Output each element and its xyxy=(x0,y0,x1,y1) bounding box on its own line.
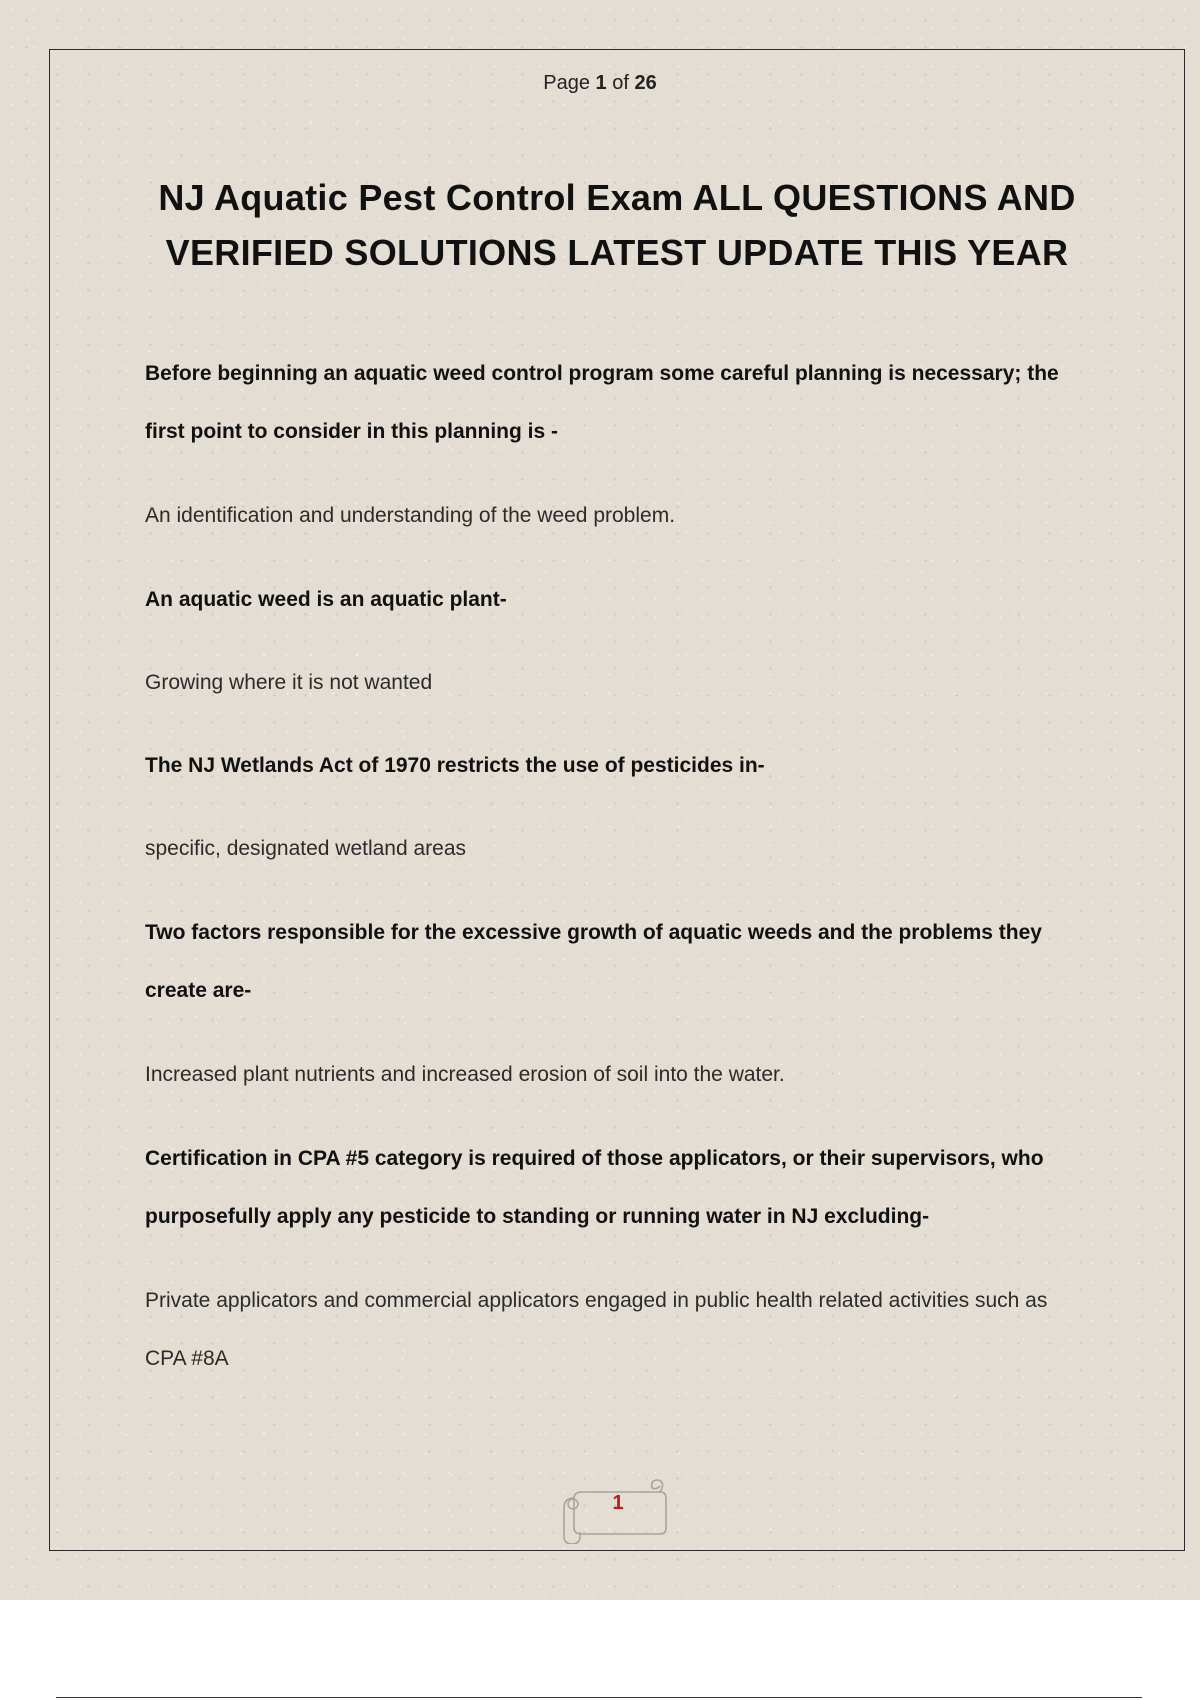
footer-page-number: 1 xyxy=(612,1492,624,1514)
question-1: Before beginning an aquatic weed control program some careful planning is necessary; the first point to consider in this planning is - xyxy=(145,362,1059,443)
question-2: An aquatic weed is an aquatic plant- xyxy=(145,588,507,611)
question-5: Certification in CPA #5 category is required of those applicators, or their supervisors, who purposefully apply any pesticide to standing or running water in NJ excluding- xyxy=(145,1147,1044,1228)
answer-3: specific, designated wetland areas xyxy=(145,837,467,860)
bottom-divider xyxy=(56,1697,1142,1698)
answer-1: An identification and understanding of the weed problem. xyxy=(145,504,676,527)
total-pages: 26 xyxy=(634,72,657,94)
question-4: Two factors responsible for the excessive growth of aquatic weeds and the problems they create are- xyxy=(145,921,1042,1002)
answer-2: Growing where it is not wanted xyxy=(145,671,433,694)
document-title: NJ Aquatic Pest Control Exam ALL QUESTIONS AND VERIFIED SOLUTIONS LATEST UPDATE THIS YEAR xyxy=(158,177,1076,273)
of-word: of xyxy=(612,72,629,94)
answer-5: Private applicators and commercial applicators engaged in public health related activities such as CPA #8A xyxy=(145,1289,1048,1370)
page-indicator xyxy=(0,72,1200,95)
answer-4: Increased plant nutrients and increased erosion of soil into the water. xyxy=(145,1063,785,1086)
current-page: 1 xyxy=(595,72,607,94)
page-word: Page xyxy=(543,72,590,94)
question-3: The NJ Wetlands Act of 1970 restricts the use of pesticides in- xyxy=(145,754,765,777)
